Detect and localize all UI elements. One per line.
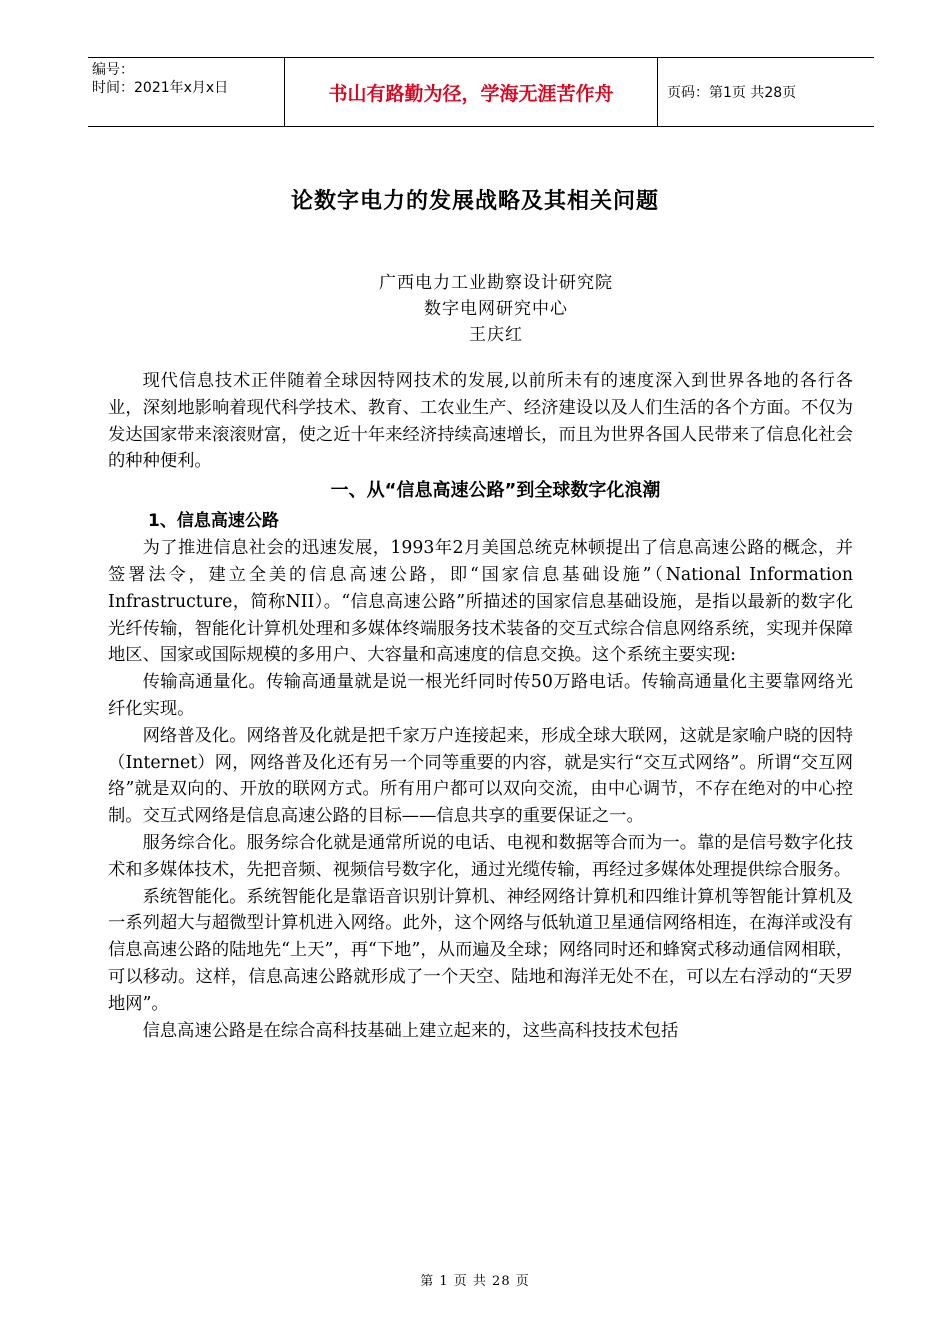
serial-label: 编号： bbox=[92, 62, 134, 78]
intro-paragraph: 现代信息技术正伴随着全球因特网技术的发展,以前所未有的速度深入到世界各地的各行各业，深刻地影响着现代科学技术、教育、工农业生产、经济建设以及人们生活的各个方面。不仅为发达国家带来滚滚财富，使之近十年来经济持续高速增长，而且为世界各国人民带来了信息化社会的种种便利。 bbox=[108, 371, 853, 472]
time-label: 时间：2021年x月x日 bbox=[92, 80, 229, 96]
author-org: 广西电力工业勘察设计研究院 bbox=[379, 273, 613, 293]
header-meta bbox=[88, 58, 284, 126]
section-heading: 一、从“信息高速公路”到全球数字化浪潮 bbox=[330, 480, 661, 502]
body-paragraph: 信息高速公路是在综合高科技基础上建立起来的，这些高科技技术包括 bbox=[142, 1020, 679, 1041]
header-page-cell bbox=[658, 58, 874, 126]
body-paragraph: 服务综合化。服务综合化就是通常所说的电话、电视和数据等合而为一。靠的是信号数字化技术和多媒体技术，先把音频、视频信号数字化，通过光缆传输，再经过多媒体处理提供综合服务。 bbox=[108, 832, 853, 880]
header-motto-cell bbox=[285, 58, 657, 126]
body-paragraph: 网络普及化。网络普及化就是把千家万户连接起来，形成全球大联网，这就是家喻户晓的因特（Internet）网，网络普及化还有另一个同等重要的内容，就是实行“交互式网络”。所谓“交互网络”就是双向的、开放的联网方式。所有用户都可以双向交流，由中心调节，不存在绝对的中心控制。交互式网络是信息高速公路的目标——信息共享的重要保证之一。 bbox=[108, 725, 853, 827]
document-title: 论数字电力的发展战略及其相关问题 bbox=[290, 189, 659, 214]
author-dept: 数字电网研究中心 bbox=[424, 299, 568, 319]
document-body bbox=[108, 368, 853, 1044]
author-name: 王庆红 bbox=[469, 325, 523, 345]
body-paragraph: 系统智能化。系统智能化是靠语音识别计算机、神经网络计算机和四维计算机等智能计算机及一系列超大与超微型计算机进入网络。此外，这个网络与低轨道卫星通信网络相连，在海洋或没有信息高速公路的陆地先“上天”，再“下地”，从而遍及全球；网络同时还和蜂窝式移动通信网相联，可以移动。这样，信息高速公路就形成了一个天空、陆地和海洋无处不在，可以左右浮动的“天罗地网”。 bbox=[108, 886, 853, 1014]
subsection-heading: 1、信息高速公路 bbox=[148, 511, 279, 532]
page-info: 页码：第1页 共28页 bbox=[667, 85, 797, 101]
body-paragraph: 传输高通量化。传输高通量就是说一根光纤同时传50万路电话。传输高通量化主要靠网络光纤化实现。 bbox=[108, 672, 853, 719]
body-paragraph: 为了推进信息社会的迅速发展，1993年2月美国总统克林顿提出了信息高速公路的概念，并签署法令，建立全美的信息高速公路，即“国家信息基础设施”（National Information Infrastructure，简称NII）。“信息高速公路”所描述的国家信息基础设施，是指以最新的数字化光纤传输，智能化计算机处理和多媒体终端服务技术装备的交互式综合信息网络系统，实现并保障地区、国家或国际规模的多用户、大容量和高速度的信息交换。这个系统主要实现: bbox=[108, 538, 853, 666]
document-header bbox=[88, 57, 874, 127]
motto: 书山有路勤为径，学海无涯苦作舟 bbox=[328, 82, 614, 105]
page-footer: 第 1 页 共 28 页 bbox=[420, 1274, 530, 1289]
